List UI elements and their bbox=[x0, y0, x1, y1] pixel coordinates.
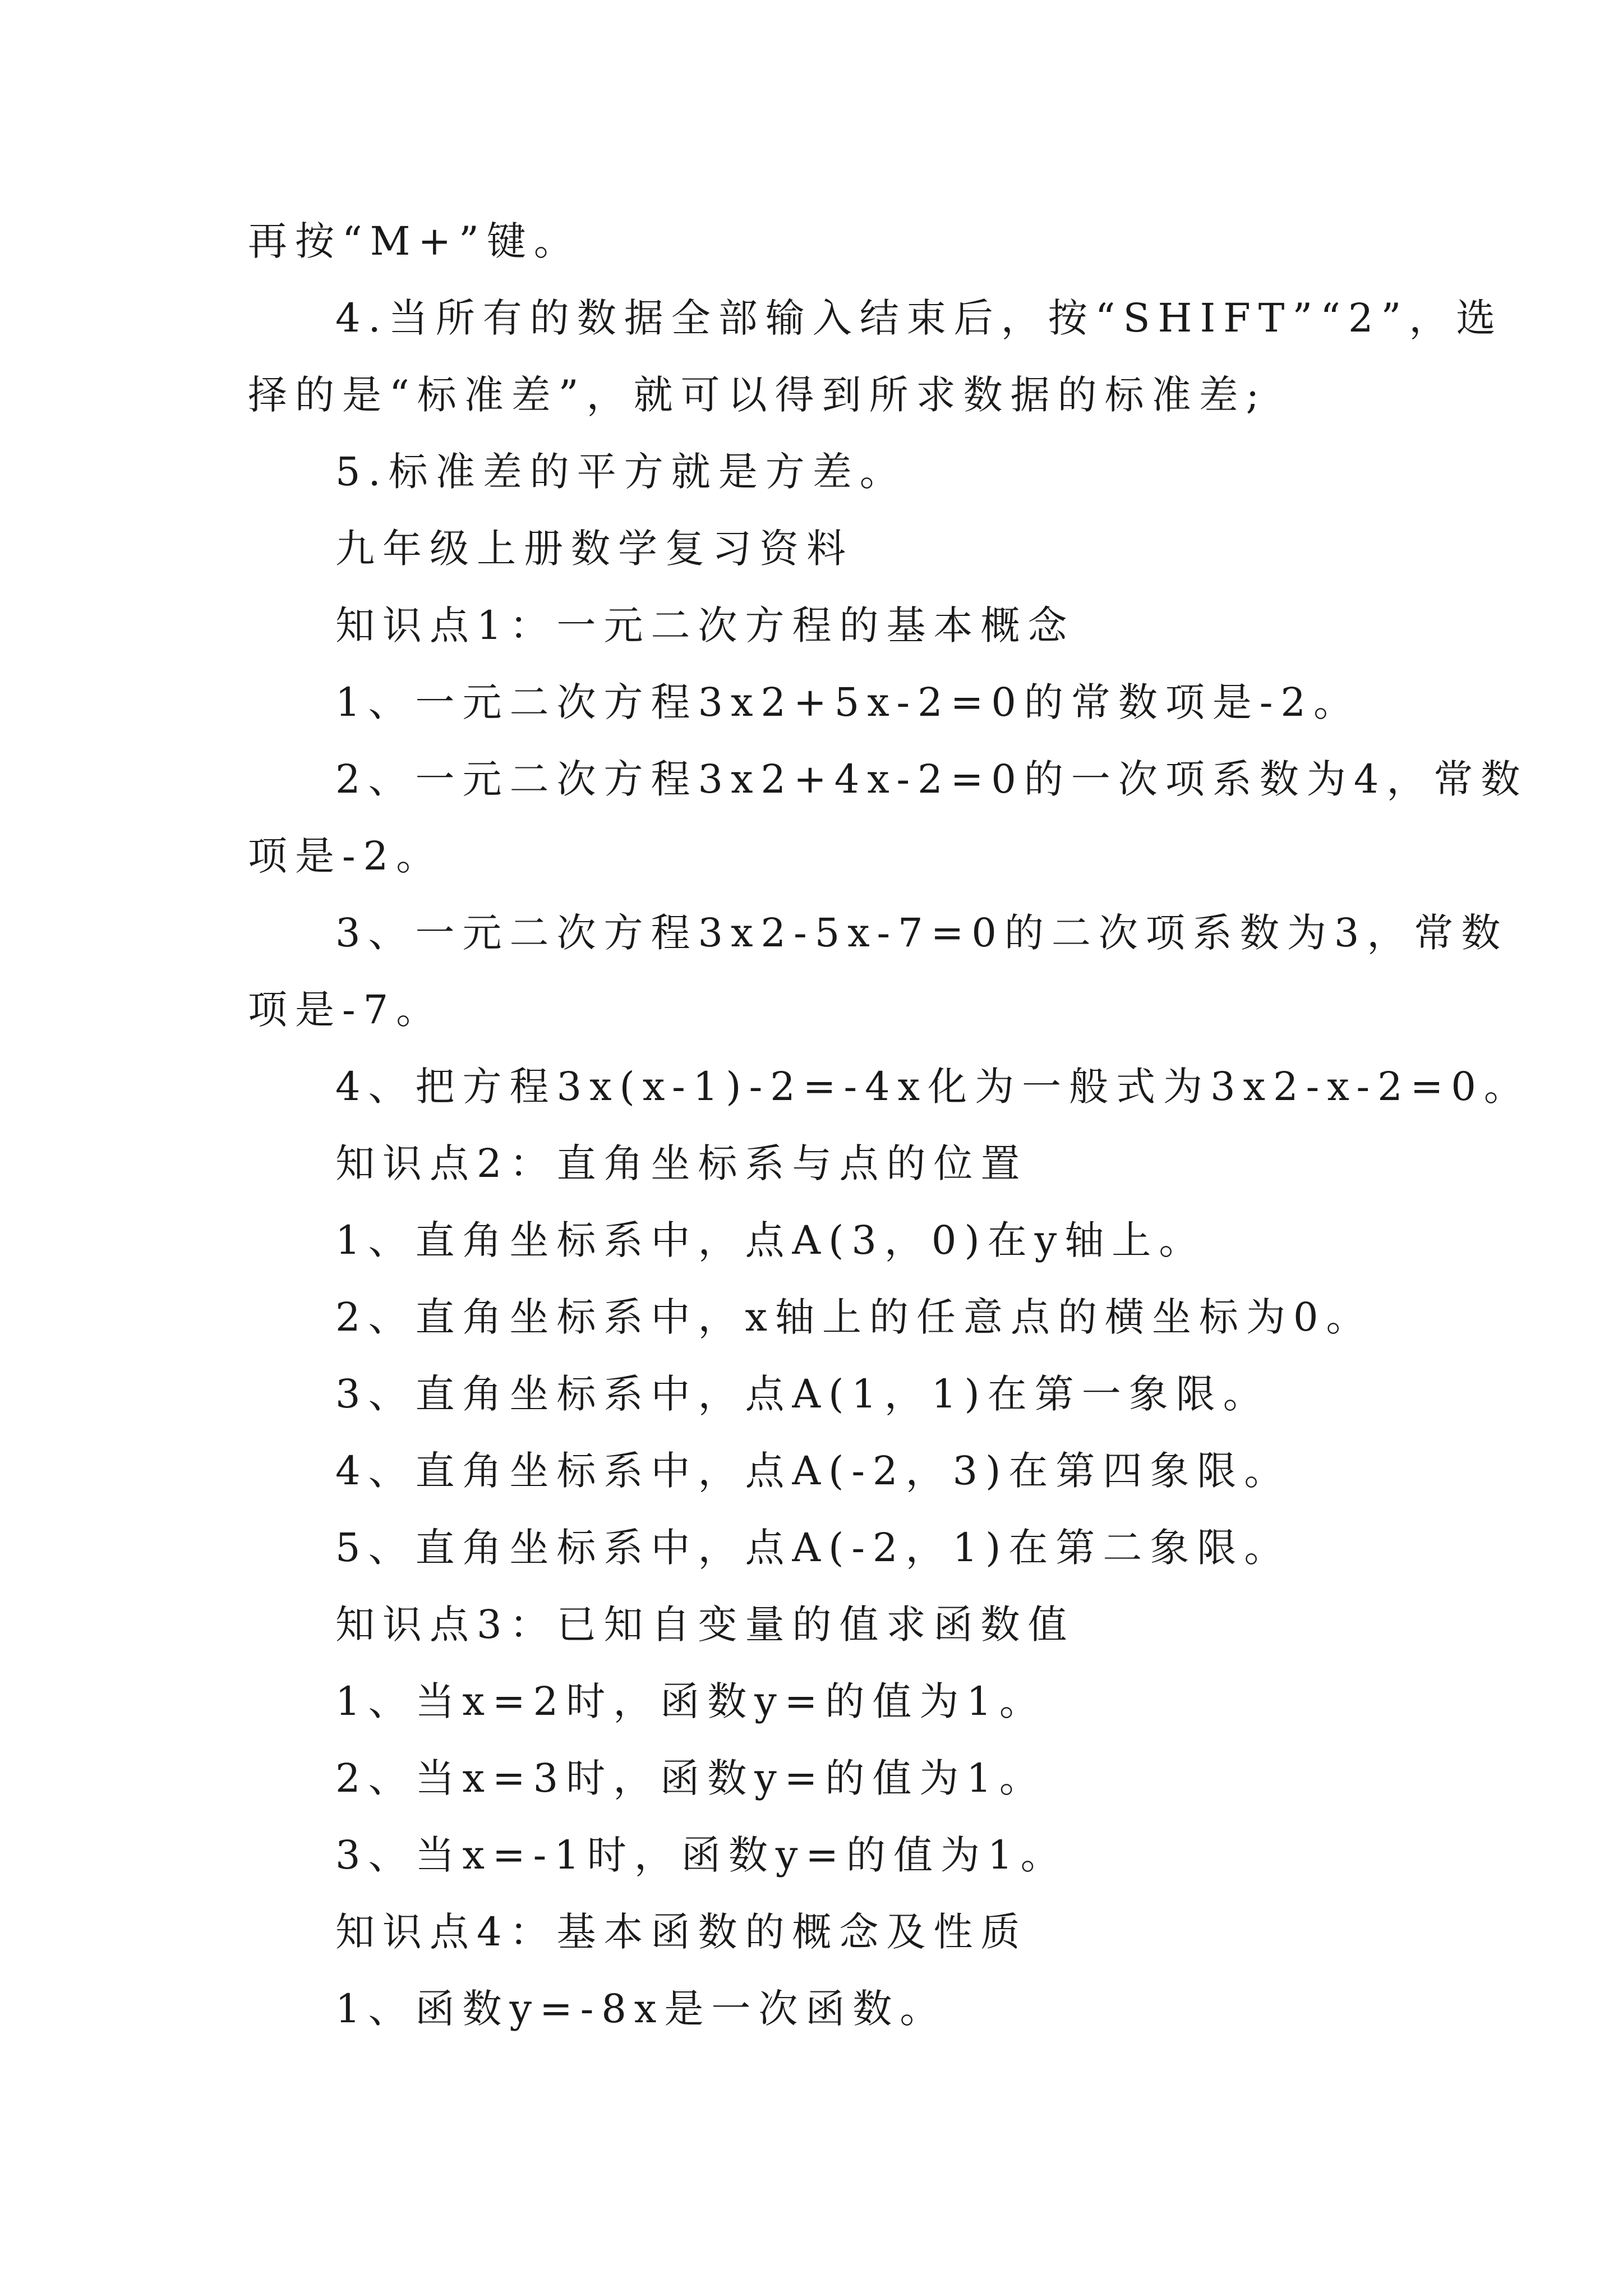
text-line: 4、把方程3x(x-1)-2=-4x化为一般式为3x2-x-2=0。 bbox=[335, 1064, 1531, 1110]
text-line: 1、一元二次方程3x2+5x-2=0的常数项是-2。 bbox=[335, 679, 1361, 725]
section-heading: 知识点4：基本函数的概念及性质 bbox=[335, 1909, 1028, 1955]
section-heading: 知识点2：直角坐标系与点的位置 bbox=[335, 1140, 1028, 1186]
text-line: 3、直角坐标系中，点A(1，1)在第一象限。 bbox=[335, 1371, 1270, 1417]
text-line: 1、函数y=-8x是一次函数。 bbox=[335, 1986, 947, 2032]
text-line: 5、直角坐标系中，点A(-2，1)在第二象限。 bbox=[335, 1525, 1292, 1571]
text-line: 3、一元二次方程3x2-5x-7=0的二次项系数为3，常数 bbox=[335, 910, 1509, 956]
text-line: 1、当x=2时，函数y=的值为1。 bbox=[335, 1678, 1046, 1724]
text-line: 3、当x=-1时，函数y=的值为1。 bbox=[335, 1832, 1068, 1878]
text-line: 项是-2。 bbox=[248, 833, 444, 879]
text-line: 5.标准差的平方就是方差。 bbox=[335, 449, 907, 495]
text-line: 4、直角坐标系中，点A(-2，3)在第四象限。 bbox=[335, 1448, 1292, 1494]
text-line: 2、当x=3时，函数y=的值为1。 bbox=[335, 1755, 1046, 1801]
text-line: 再按“M+”键。 bbox=[248, 218, 581, 264]
text-line: 1、直角坐标系中，点A(3，0)在y轴上。 bbox=[335, 1217, 1206, 1263]
text-line: 4.当所有的数据全部输入结束后，按“SHIFT”“2”，选 bbox=[335, 295, 1504, 341]
text-line: 项是-7。 bbox=[248, 987, 444, 1033]
section-heading: 知识点3：已知自变量的值求函数值 bbox=[335, 1602, 1075, 1648]
section-heading: 知识点1：一元二次方程的基本概念 bbox=[335, 602, 1075, 648]
text-line: 2、直角坐标系中，x轴上的任意点的横坐标为0。 bbox=[335, 1294, 1373, 1340]
text-line: 择的是“标准差”，就可以得到所求数据的标准差; bbox=[248, 372, 1267, 418]
section-heading: 九年级上册数学复习资料 bbox=[335, 526, 854, 572]
text-line: 2、一元二次方程3x2+4x-2=0的一次项系数为4，常数 bbox=[335, 756, 1528, 802]
